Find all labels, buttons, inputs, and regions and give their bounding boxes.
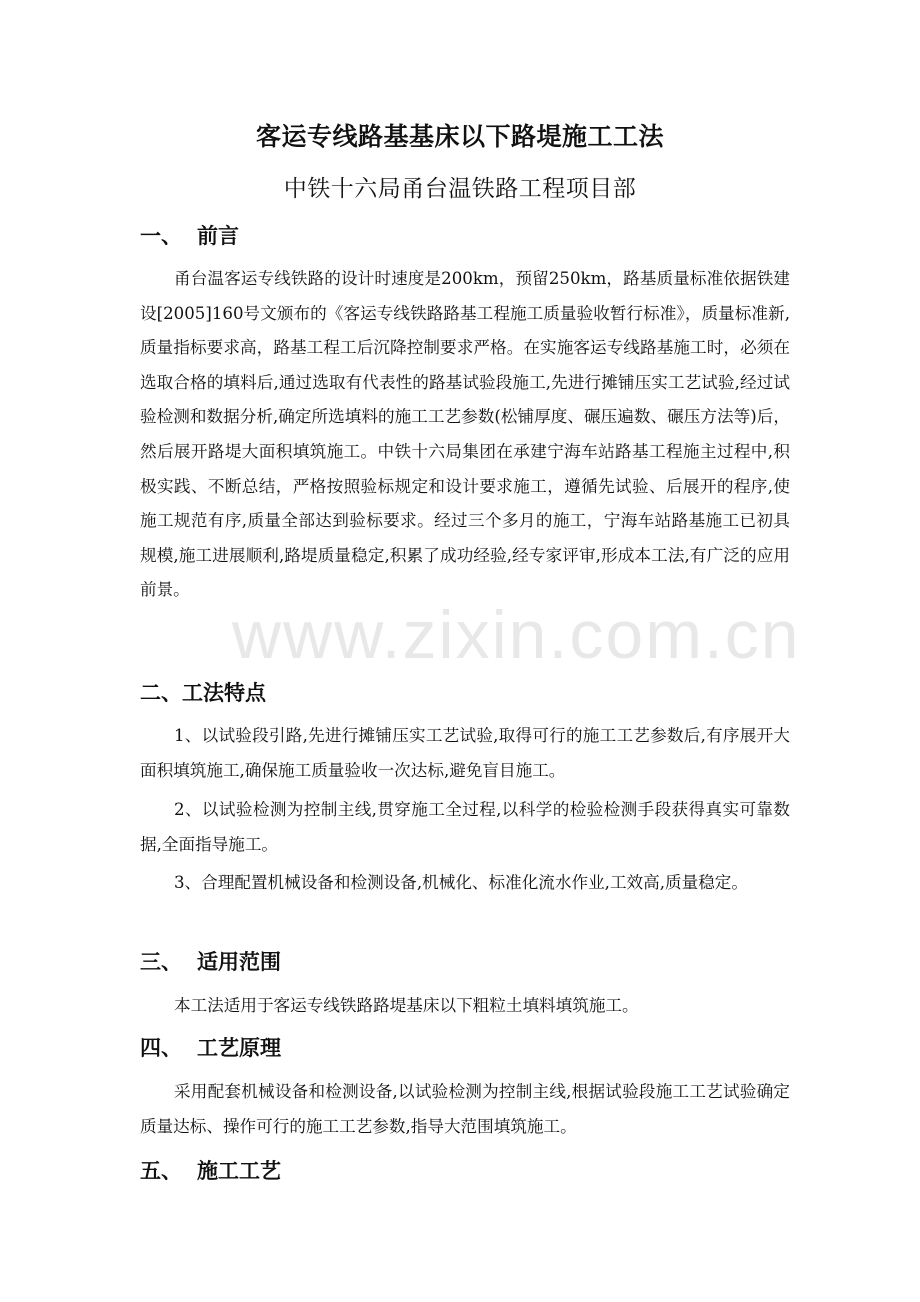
watermark: www.zixin.com.cn <box>232 597 801 673</box>
section-number: 二、 <box>140 681 182 705</box>
section-title: 施工工艺 <box>197 1159 281 1183</box>
paragraph-feature-2: 2、以试验检测为控制主线,贯穿施工全过程,以科学的检验检测手段获得真实可靠数据,全面指导施工。 <box>140 800 790 854</box>
section-title: 适用范围 <box>197 950 281 974</box>
section-title: 前言 <box>197 224 239 248</box>
section-title: 工艺原理 <box>197 1036 281 1060</box>
section-number: 一、 <box>140 224 182 248</box>
section-heading-scope <box>140 946 281 976</box>
paragraph-feature-1: 1、以试验段引路,先进行摊铺压实工艺试验,取得可行的施工工艺参数后,有序展开大面积填筑施工,确保施工质量验收一次达标,避免盲目施工。 <box>140 726 790 780</box>
paragraph-feature-3: 3、合理配置机械设备和检测设备,机械化、标准化流水作业,工效高,质量稳定。 <box>174 873 748 892</box>
document-subtitle: 中铁十六局甬台温铁路工程项目部 <box>283 176 637 202</box>
section-heading-principle <box>140 1032 281 1062</box>
section-number: 三、 <box>140 950 182 974</box>
section-number: 五、 <box>140 1159 182 1183</box>
section-number: 四、 <box>140 1036 182 1060</box>
section-heading-preface <box>140 220 239 250</box>
section-heading-process <box>140 1155 281 1185</box>
section-heading-features <box>140 677 266 707</box>
document-title: 客运专线路基基床以下路堤施工工法 <box>255 122 664 151</box>
paragraph-principle: 采用配套机械设备和检测设备,以试验检测为控制主线,根据试验段施工工艺试验确定质量达标、操作可行的施工工艺参数,指导大范围填筑施工。 <box>140 1082 790 1136</box>
paragraph-preface: 甬台温客运专线铁路的设计时速度是200km，预留250km，路基质量标准依据铁建设[2005]160号文颁布的《客运专线铁路路基工程施工质量验收暂行标准》，质量标准新,质量指标要求高，路基工程工后沉降控制要求严格。在实施客运专线路基施工时，必须在选取合格的填料后,通过选取有代表性的路基试验段施工,先进行摊铺压实工艺试验,经过试验检测和数据分析,确定所选填料的施工工艺参数(松铺厚度、碾压遍数、碾压方法等)后，然后展开路堤大面积填筑施工。中铁十六局集团在承建宁海车站路基工程施主过程中,积极实践、不断总结，严格按照验标规定和设计要求施工，遵循先试验、后展开的程序,使施工规范有序,质量全部达到验标要求。经过三个多月的施工，宁海车站路基施工已初具规模,施工进展顺利,路堤质量稳定,积累了成功经验,经专家评审,形成本工法,有广泛的应用前景。 <box>140 269 790 600</box>
section-title: 工法特点 <box>182 681 266 705</box>
paragraph-scope: 本工法适用于客运专线铁路路堤基床以下粗粒土填料填筑施工。 <box>174 996 639 1015</box>
